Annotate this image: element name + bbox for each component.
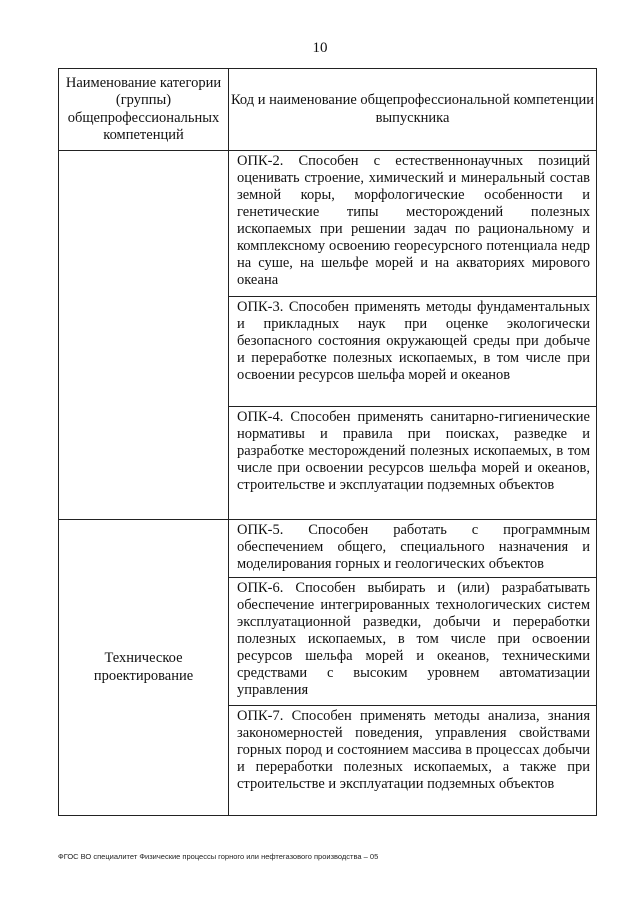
competency-opk-2: ОПК-2. Способен с естественнонаучных позиций оценивать строение, химический и минеральный состав земной коры, морфологические особенности и генетические типы месторождений полезных ископаемых при решении задач по рациональному и комплексному освоению георесурсного потенциала недр на суше, на шельфе морей и на акваториях мирового океана — [229, 151, 597, 297]
table-row — [59, 520, 597, 578]
competency-opk-4: ОПК-4. Способен применять санитарно-гигиенические нормативы и правила при поисках, разведке и разработке месторождений полезных ископаемых, в том числе при освоении ресурсов шельфа морей и океанов, строительстве и эксплуатации подземных объектов — [229, 407, 597, 520]
competency-opk-5: ОПК-5. Способен работать с программным обеспечением общего, специального назначения и моделирования горных и геологических объектов — [229, 520, 597, 578]
page-number: 10 — [312, 40, 328, 56]
table-header-row — [59, 69, 597, 151]
footer-standard-name: ФГОС ВО специалитет Физические процессы горного или нефтегазового производства – 05 — [58, 852, 379, 861]
category-cell-technical-design: Техническое проектирование — [59, 520, 229, 816]
competency-table — [58, 68, 597, 816]
competency-opk-3: ОПК-3. Способен применять методы фундаментальных и прикладных наук при оценке экологически безопасного состояния окружающей среды при добыче и переработке полезных ископаемых, в том числе при освоении ресурсов шельфа морей и океанов — [229, 297, 597, 407]
table-row — [59, 151, 597, 297]
competency-opk-6: ОПК-6. Способен выбирать и (или) разрабатывать обеспечение интегрированных технологических систем эксплуатационной разведки, добычи и переработки полезных ископаемых, в том числе при освоении ресурсов шельфа морей и океанов, техническими средствами с высоким уровнем автоматизации управления — [229, 578, 597, 706]
competency-opk-7: ОПК-7. Способен применять методы анализа, знания закономерностей поведения, управления свойствами горных пород и состоянием массива в процессах добычи и переработки полезных ископаемых, а также при строительстве и эксплуатации подземных объектов — [229, 706, 597, 816]
header-category: Наименование категории (группы) общепрофессиональных компетенций — [59, 69, 229, 151]
category-cell — [59, 151, 229, 520]
header-competency: Код и наименование общепрофессиональной компетенции выпускника — [229, 69, 597, 151]
